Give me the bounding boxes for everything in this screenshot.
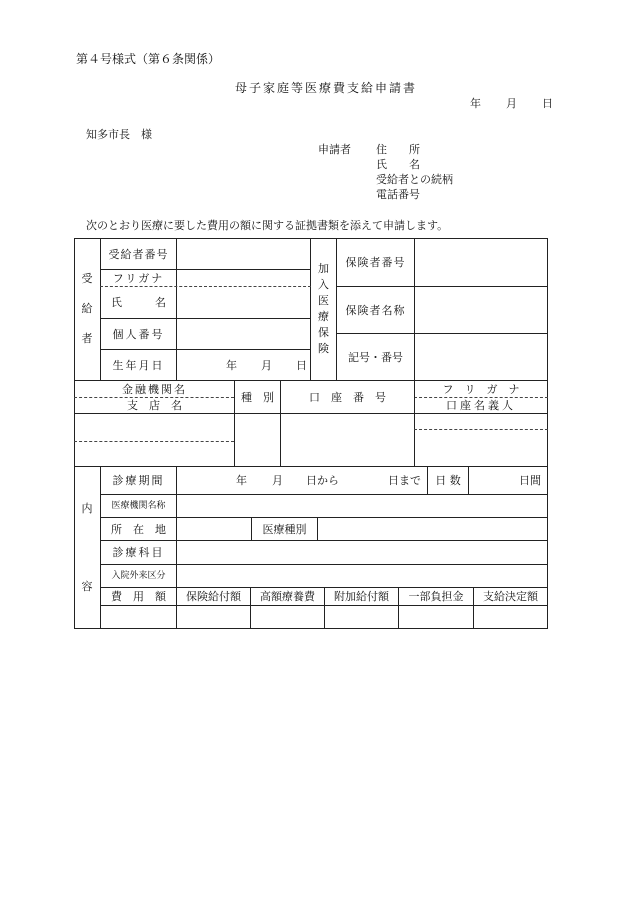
birth-day: 日: [296, 359, 307, 372]
symbol-number-label: 記号・番号: [348, 350, 403, 364]
recipient-birth-label: 生年月日: [112, 358, 165, 372]
recipient-number-label: 受給者番号: [108, 247, 169, 261]
date-year: 年: [470, 97, 481, 110]
account-number-label: 口 座 番 号: [309, 390, 386, 404]
insurance-char-5: 保: [318, 326, 329, 339]
applicant-address-label: 住 所: [376, 143, 420, 156]
page-title: 母子家庭等医療費支給申請書: [235, 81, 418, 95]
recipient-char-1: 受: [81, 272, 93, 285]
inpatient-outpatient-label: 入院外来区分: [111, 570, 166, 581]
department-label: 診療科目: [112, 546, 165, 559]
location-label: 所 在 地: [111, 522, 166, 536]
applicant-label: 申請者: [318, 143, 351, 156]
recipient-side-label: [74, 238, 100, 380]
birth-month: 月: [261, 359, 272, 372]
insurance-char-6: 険: [318, 342, 329, 355]
insurer-number-label: 保険者番号: [345, 256, 406, 269]
account-type-label: 種 別: [241, 390, 274, 404]
date-month: 月: [506, 97, 517, 110]
cost-amount-header: 費 用 額: [111, 590, 166, 603]
medical-institution-label: 医療機関名称: [111, 500, 166, 511]
applicant-name-label: 氏 名: [376, 158, 420, 171]
additional-benefit-header: 附加給付額: [334, 590, 389, 603]
treatment-days-label: 日 数: [435, 474, 461, 487]
recipient-personal-no-label: 個人番号: [112, 327, 165, 341]
insurance-char-1: 加: [318, 262, 329, 275]
period-month: 月: [272, 474, 283, 487]
date-day: 日: [542, 97, 553, 110]
account-furigana-label: フ リ ガ ナ: [442, 382, 520, 396]
content-char-2: 容: [81, 579, 93, 593]
payment-decision-header: 支給決定額: [483, 590, 538, 603]
applicant-phone-label: 電話番号: [376, 188, 420, 201]
period-to: 日まで: [388, 474, 421, 487]
recipient-char-3: 者: [81, 332, 93, 345]
addressee: 知多市長 様: [86, 128, 152, 141]
medical-type-label: 医療種別: [262, 522, 307, 536]
insurance-char-3: 医: [318, 294, 329, 307]
days-unit: 日間: [519, 474, 541, 487]
applicant-relation-label: 受給者との続柄: [376, 173, 453, 186]
period-from: 日から: [306, 474, 339, 487]
form-number: 第４号様式（第６条関係）: [76, 52, 221, 66]
recipient-char-2: 給: [81, 302, 93, 315]
period-year: 年: [236, 474, 247, 487]
recipient-furigana-label: フリガナ: [112, 271, 165, 285]
account-holder-label: 口座名義人: [446, 399, 516, 412]
intro-text: 次のとおり医療に要した費用の額に関する証拠書類を添えて申請します。: [86, 219, 449, 232]
insurance-side-label: [311, 238, 336, 380]
insurance-benefit-header: 保険給付額: [186, 590, 241, 603]
insurance-char-4: 療: [318, 310, 329, 323]
insurance-char-2: 入: [318, 278, 329, 291]
bank-branch-label: 支 店 名: [127, 399, 182, 412]
recipient-name-label: 氏 名: [111, 296, 166, 309]
birth-year: 年: [226, 359, 237, 372]
treatment-period-label: 診療期間: [112, 474, 165, 487]
insurer-name-label: 保険者名称: [345, 303, 406, 317]
high-cost-header: 高額療養費: [260, 590, 315, 603]
content-side-label: [74, 466, 100, 629]
content-char-1: 内: [81, 501, 93, 515]
bank-institution-label: 金融機関名: [122, 382, 187, 396]
copayment-header: 一部負担金: [408, 590, 464, 603]
